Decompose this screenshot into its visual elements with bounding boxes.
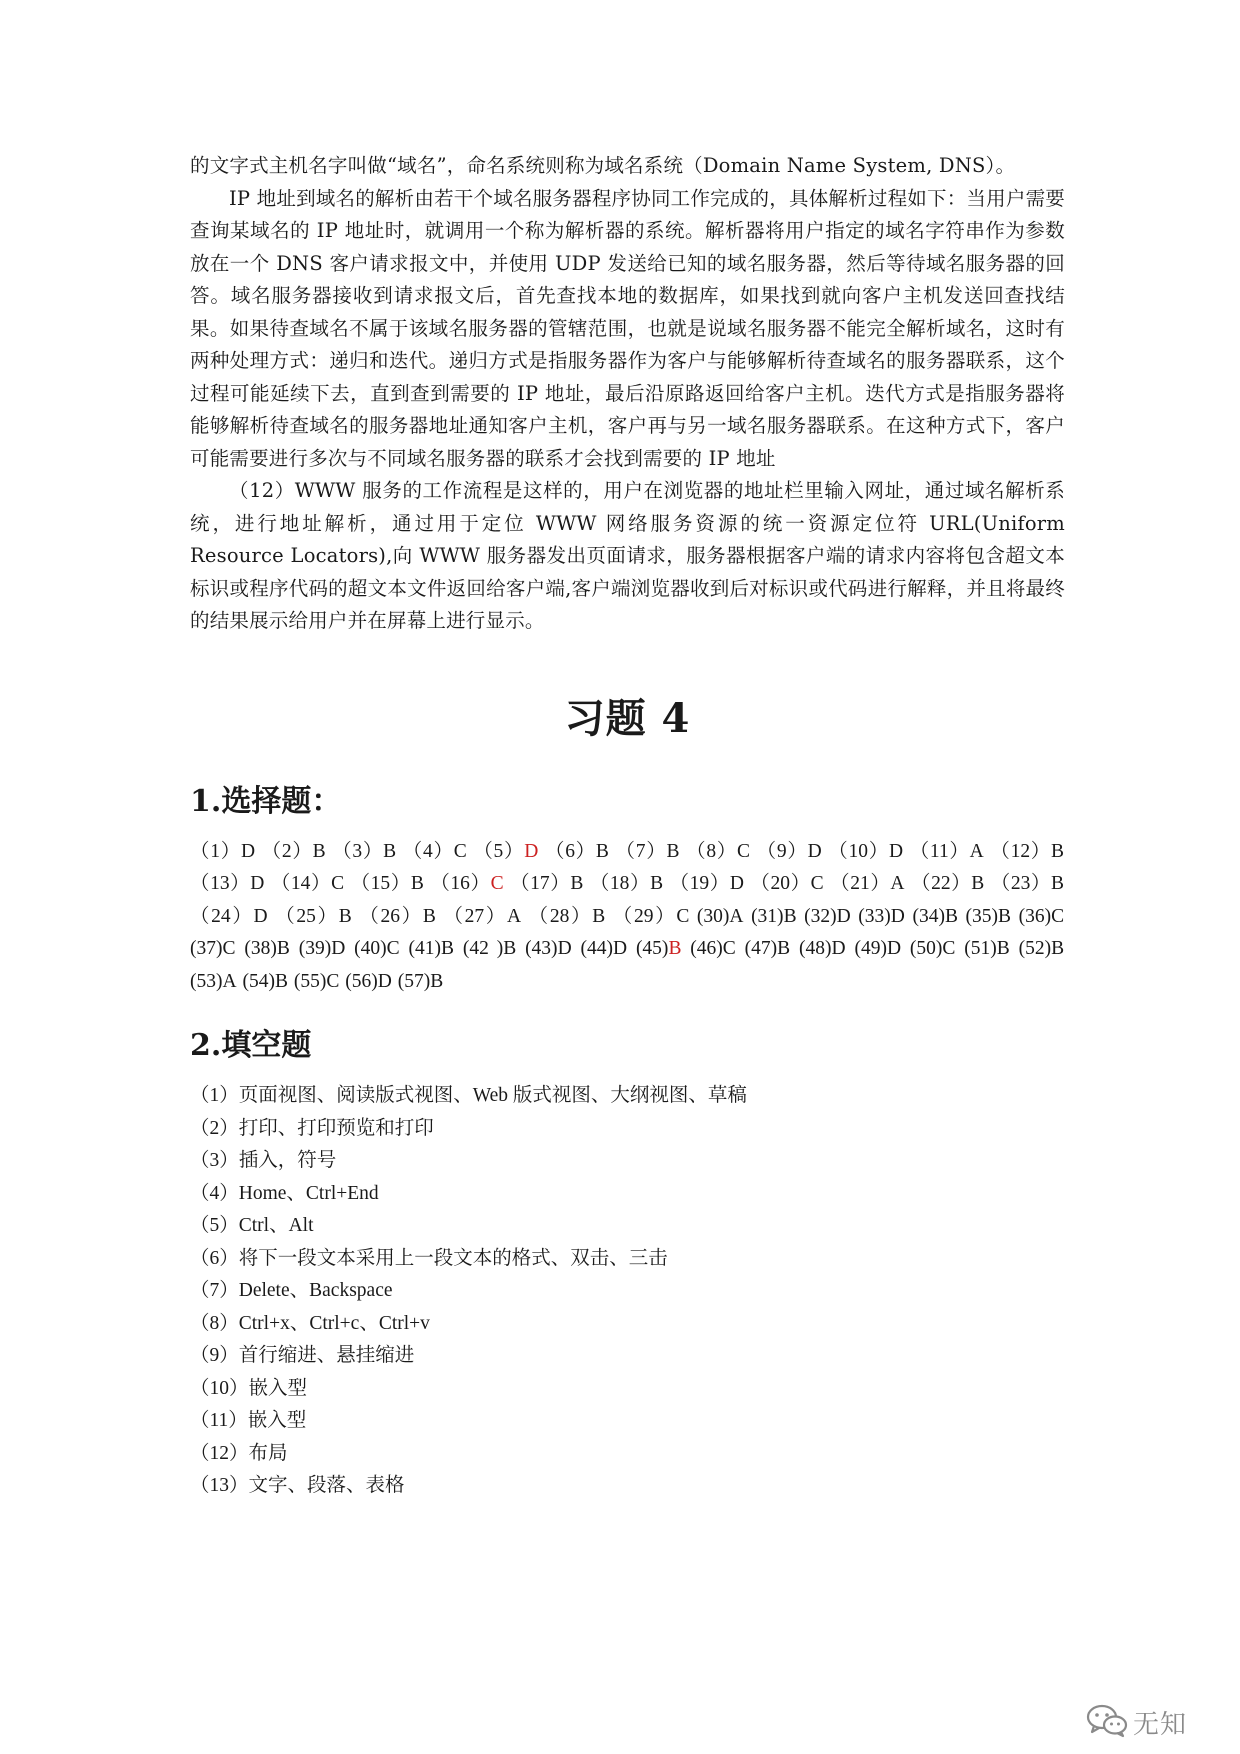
choice-answer xyxy=(190,873,264,894)
choice-answer-number: （15） xyxy=(350,873,411,894)
choice-answer-number: (52) xyxy=(1018,938,1052,959)
choice-answer xyxy=(190,841,255,862)
choice-answer-number: (57) xyxy=(397,970,431,992)
choice-answer-number: (40) xyxy=(354,938,387,959)
choice-answer-value: B xyxy=(777,938,791,959)
choice-answer-value: D xyxy=(253,905,268,927)
choice-answer-number: （21） xyxy=(830,873,891,894)
watermark-text: 无知 xyxy=(1133,1709,1188,1740)
choice-answer-value: B xyxy=(570,873,584,894)
fill-answer-item: （11）嵌入型 xyxy=(190,1410,307,1431)
choice-answer-value: D xyxy=(836,905,851,927)
choice-answer-number: (34) xyxy=(912,905,945,927)
choice-answer xyxy=(275,906,352,927)
choice-answer xyxy=(244,938,290,959)
fill-answer-item: （12）布局 xyxy=(190,1442,288,1464)
choice-answer-value: B xyxy=(971,873,985,894)
choice-answer-number: （6） xyxy=(544,840,596,862)
choice-answer-number: (44) xyxy=(580,938,613,959)
choice-answer-value: B xyxy=(1051,840,1065,862)
choice-answer-value: B xyxy=(650,873,664,894)
choice-answer xyxy=(430,873,503,894)
choice-answer-number: (50) xyxy=(909,938,943,959)
choice-answer-value: B xyxy=(274,970,288,992)
intro-paragraph: 的文字式主机名字叫做“域名”，命名系统则称为域名系统（Domain Name System, DNS）。 xyxy=(190,154,1016,177)
choice-answer-value: C xyxy=(331,873,345,894)
choice-answer-number: （28） xyxy=(528,905,593,927)
choice-answer-value: D xyxy=(831,938,846,959)
choice-answer-value: A xyxy=(507,905,522,927)
choice-answer-number: （27） xyxy=(443,905,507,927)
choice-answer-value: A xyxy=(969,840,984,862)
choice-answer xyxy=(359,906,436,927)
choice-answer-value: D xyxy=(729,873,744,894)
choice-answer xyxy=(299,938,346,959)
choice-answer-value: B xyxy=(668,938,682,959)
choice-answer-value: D xyxy=(807,840,822,862)
choice-answer-number: (32) xyxy=(804,905,837,927)
fill-answer-item: （13）文字、段落、表格 xyxy=(190,1475,405,1496)
choice-answer xyxy=(398,971,444,992)
choice-answer-value: B xyxy=(383,840,397,862)
choice-answer xyxy=(351,873,424,894)
choice-answer-number: （26） xyxy=(359,905,423,927)
choice-answer-number: （11） xyxy=(909,840,970,862)
fill-answer-item: （7）Delete、Backspace xyxy=(190,1280,393,1301)
choice-answer xyxy=(271,873,344,894)
choice-answer xyxy=(354,938,400,959)
choice-answer xyxy=(750,873,823,894)
choice-answer xyxy=(190,971,237,992)
choice-answer-value: D xyxy=(890,905,905,927)
choice-answer-number: （18） xyxy=(589,873,651,894)
choice-answer-number: (36) xyxy=(1018,905,1052,927)
choice-answer-number: (35) xyxy=(965,905,999,927)
choice-answer-value: B xyxy=(1051,873,1065,894)
choice-answer-value: D xyxy=(250,873,265,894)
choice-answer-number: （20） xyxy=(750,873,811,894)
choice-answer-value: B xyxy=(312,840,326,862)
choice-answer xyxy=(1019,938,1065,959)
choice-answer-value: D xyxy=(557,938,572,959)
choice-answer-number: （14） xyxy=(270,873,332,894)
choice-answer-value: A xyxy=(890,873,905,894)
fill-answer-item: （3）插入，符号 xyxy=(190,1150,337,1171)
choice-answer xyxy=(590,873,663,894)
choice-answer-value: C xyxy=(326,970,340,992)
choice-answer-value: B xyxy=(276,938,290,959)
choice-answer xyxy=(529,906,606,927)
choice-answer xyxy=(409,938,455,959)
choice-answer-number: （29） xyxy=(612,905,677,927)
choice-answer xyxy=(403,841,467,862)
choice-answer xyxy=(751,906,797,927)
fill-answer-item: （2）打印、打印预览和打印 xyxy=(190,1117,434,1139)
choice-answer-value: B xyxy=(410,873,424,894)
fill-answer-item: （4）Home、Ctrl+End xyxy=(190,1182,379,1204)
choice-answer-value: C xyxy=(222,938,236,959)
choice-answer-number: （22） xyxy=(910,873,972,894)
fill-answer-item: （8）Ctrl+x、Ctrl+c、Ctrl+v xyxy=(190,1312,430,1334)
fill-answer-item: （1）页面视图、阅读版式视图、Web 版式视图、大纲视图、草稿 xyxy=(190,1085,747,1106)
choice-answers xyxy=(190,836,1065,999)
choice-answer-number: （17） xyxy=(510,873,571,894)
fill-answer-item: （5）Ctrl、Alt xyxy=(190,1215,314,1236)
choice-answer xyxy=(911,873,984,894)
choice-answer-number: (41) xyxy=(408,938,442,959)
choice-answer-value: D xyxy=(886,938,902,959)
choice-answer xyxy=(804,906,851,927)
choice-answer-value: D xyxy=(331,938,346,959)
choice-answer-number: （25） xyxy=(275,905,339,927)
choice-answer-number: （8） xyxy=(686,840,738,862)
choice-answer xyxy=(443,906,521,927)
choice-answer xyxy=(858,906,905,927)
choice-answer-number: (30) xyxy=(696,905,730,927)
choice-answer-number: (43) xyxy=(525,938,558,959)
choice-answer-number: （16） xyxy=(430,873,491,894)
choice-answer-number: (37) xyxy=(190,938,223,959)
choice-answer-number: （9） xyxy=(756,840,808,862)
choice-answer xyxy=(990,841,1064,862)
choice-answer-value: C xyxy=(490,873,504,894)
choice-answer-number: （3） xyxy=(332,840,384,862)
choice-answer-value: B xyxy=(441,938,455,959)
choice-answer-value: D xyxy=(524,840,539,862)
choice-answer xyxy=(910,841,984,862)
choice-answer xyxy=(345,971,392,992)
choice-answer-value: C xyxy=(386,938,400,959)
choice-answer xyxy=(697,906,744,927)
choice-answer-number: （5） xyxy=(473,840,525,862)
choice-answer-number: (42 ) xyxy=(462,938,504,959)
chapter-title: 习题 4 xyxy=(564,694,691,742)
choice-answer-number: (47) xyxy=(744,938,778,959)
choice-answer-value: B xyxy=(422,905,436,927)
choice-answer xyxy=(964,938,1010,959)
choice-answer xyxy=(670,873,744,894)
choice-answer-value: B xyxy=(430,970,444,992)
choice-answer-number: (51) xyxy=(964,938,997,959)
choice-answer xyxy=(1019,906,1065,927)
choice-answer-number: （19） xyxy=(669,873,730,894)
choice-answer xyxy=(854,938,901,959)
choice-answer-number: (38) xyxy=(244,938,277,959)
choice-answer-value: C xyxy=(676,905,690,927)
choice-answer xyxy=(473,841,538,862)
choice-answer-value: B xyxy=(998,905,1012,927)
document-page xyxy=(190,150,1065,1503)
choice-answer xyxy=(294,971,340,992)
choice-answer-value: D xyxy=(377,970,392,992)
choice-answer-value: B xyxy=(996,938,1010,959)
choice-answer-value: B xyxy=(503,938,517,959)
choice-answer-number: (54) xyxy=(242,970,275,992)
choice-answer xyxy=(262,841,326,862)
choice-answer-number: (31) xyxy=(751,905,784,927)
choice-answer-number: (46) xyxy=(690,938,723,959)
choice-answer-value: B xyxy=(595,840,609,862)
choice-answer-value: B xyxy=(1051,938,1065,959)
choice-answer-number: （4） xyxy=(402,840,454,862)
choice-answer xyxy=(910,938,956,959)
choice-answer xyxy=(757,841,822,862)
choice-answer-value: C xyxy=(810,873,824,894)
choice-answer xyxy=(690,938,736,959)
wechat-icon xyxy=(1085,1702,1129,1742)
choice-answer-value: A xyxy=(222,970,237,992)
choice-answer xyxy=(510,873,583,894)
choice-answer-number: （24） xyxy=(190,905,254,927)
intro-paragraph: IP 地址到域名的解析由若干个域名服务器程序协同工作完成的，具体解析过程如下：当用户需要查询某域名的 IP 地址时，就调用一个称为解析器的系统。解析器将用户指定的域名字符串作为参数放在一个 DNS 客户请求报文中，并使用 UDP 发送给已知的域名服务器，然后等待域名服务器的回答。域名服务器接收到请求报文后，首先查找本地的数据库，如果找到就向客户主机发送回查找结果。如果待查域名不属于该域名服务器的管辖范围，也就是说域名服务器不能完全解析域名，这时有两种处理方式：递归和迭代。递归方式是指服务器作为客户与能够解析待查域名的服务器联系，这个过程可能延续下去，直到查到需要的 IP 地址，最后沿原路返回给客户主机。迭代方式是指服务器将能够解析待查域名的服务器地址通知客户主机，客户再与另一域名服务器联系。在这种方式下，客户可能需要进行多次与不同域名服务器的联系才会找到需要的 IP 地址 xyxy=(190,186,1065,470)
choice-answer-number: （23） xyxy=(990,873,1051,894)
choice-answer-value: B xyxy=(783,905,797,927)
choice-answer xyxy=(686,841,750,862)
choice-answer-number: (49) xyxy=(854,938,887,959)
choice-answer-value: C xyxy=(453,840,467,862)
fill-section-title: 2.填空题 xyxy=(190,1028,312,1063)
choice-answer xyxy=(828,841,903,862)
choice-answer-value: D xyxy=(240,840,256,862)
choice-answer xyxy=(616,841,680,862)
choice-answer-value: C xyxy=(737,840,751,862)
choice-answer xyxy=(636,938,682,959)
choice-answer xyxy=(190,938,236,959)
choice-answer-value: B xyxy=(666,840,680,862)
choice-answer-value: B xyxy=(592,905,606,927)
fill-answer-item: （9）首行缩进、悬挂缩进 xyxy=(190,1345,415,1366)
choice-answer-number: （1） xyxy=(190,840,241,862)
choice-answer xyxy=(966,906,1012,927)
choice-answer-number: （12） xyxy=(990,840,1052,862)
intro-paragraph: （12）WWW 服务的工作流程是这样的，用户在浏览器的地址栏里输入网址，通过域名解析系统，进行地址解析，通过用于定位 WWW 网络服务资源的统一资源定位符 URL(Uniform Resource Locators),向 WWW 服务器发出页面请求，服务器根据客户端的请求内容将包含超文本标识或程序代码的超文本文件返回给客户端,客户端浏览器收到后对标识或代码进行解释，并且将最终的结果展示给用户并在屏幕上进行显示。 xyxy=(190,479,1065,632)
choice-answer xyxy=(545,841,609,862)
choice-answer xyxy=(332,841,396,862)
choice-answer-number: （7） xyxy=(615,840,667,862)
fill-answer-item: （10）嵌入型 xyxy=(190,1377,308,1399)
choice-answer xyxy=(991,873,1064,894)
choice-answer-number: (48) xyxy=(799,938,832,959)
choice-answer xyxy=(613,906,690,927)
intro-text xyxy=(190,150,1065,638)
choice-answer xyxy=(581,938,628,959)
fill-answers xyxy=(190,1080,1065,1503)
choice-answer xyxy=(799,938,846,959)
choice-answer-number: (56) xyxy=(345,970,378,992)
choice-answer-value: D xyxy=(888,840,904,862)
choice-answer-number: (33) xyxy=(858,905,891,927)
choice-answer-number: (53) xyxy=(190,970,223,992)
choice-answer xyxy=(525,938,572,959)
choice-answer-value: B xyxy=(944,905,958,927)
choice-answer-value: C xyxy=(1051,905,1065,927)
watermark xyxy=(1085,1702,1187,1742)
choice-answer-value: C xyxy=(942,938,956,959)
choice-answer xyxy=(190,906,268,927)
fill-answer-item: （6）将下一段文本采用上一段文本的格式、双击、三击 xyxy=(190,1247,668,1269)
choice-answer-value: D xyxy=(613,938,628,959)
choice-answer xyxy=(463,938,516,959)
choice-answer-number: （10） xyxy=(828,840,889,862)
choice-answer-value: C xyxy=(722,938,736,959)
choice-answer-number: (45) xyxy=(635,938,669,959)
choice-answer-number: (39) xyxy=(298,938,332,959)
choice-answer-number: (55) xyxy=(293,970,327,992)
choice-answer-value: B xyxy=(338,905,352,927)
choice-answer-value: A xyxy=(729,905,744,927)
choice-answer-number: （2） xyxy=(261,840,313,862)
choice-section-title: 1.选择题： xyxy=(190,783,342,819)
choice-answer-number: （13） xyxy=(190,873,251,894)
choice-answer xyxy=(745,938,791,959)
choice-answer xyxy=(830,873,904,894)
choice-answer xyxy=(912,906,958,927)
choice-answer xyxy=(242,971,288,992)
